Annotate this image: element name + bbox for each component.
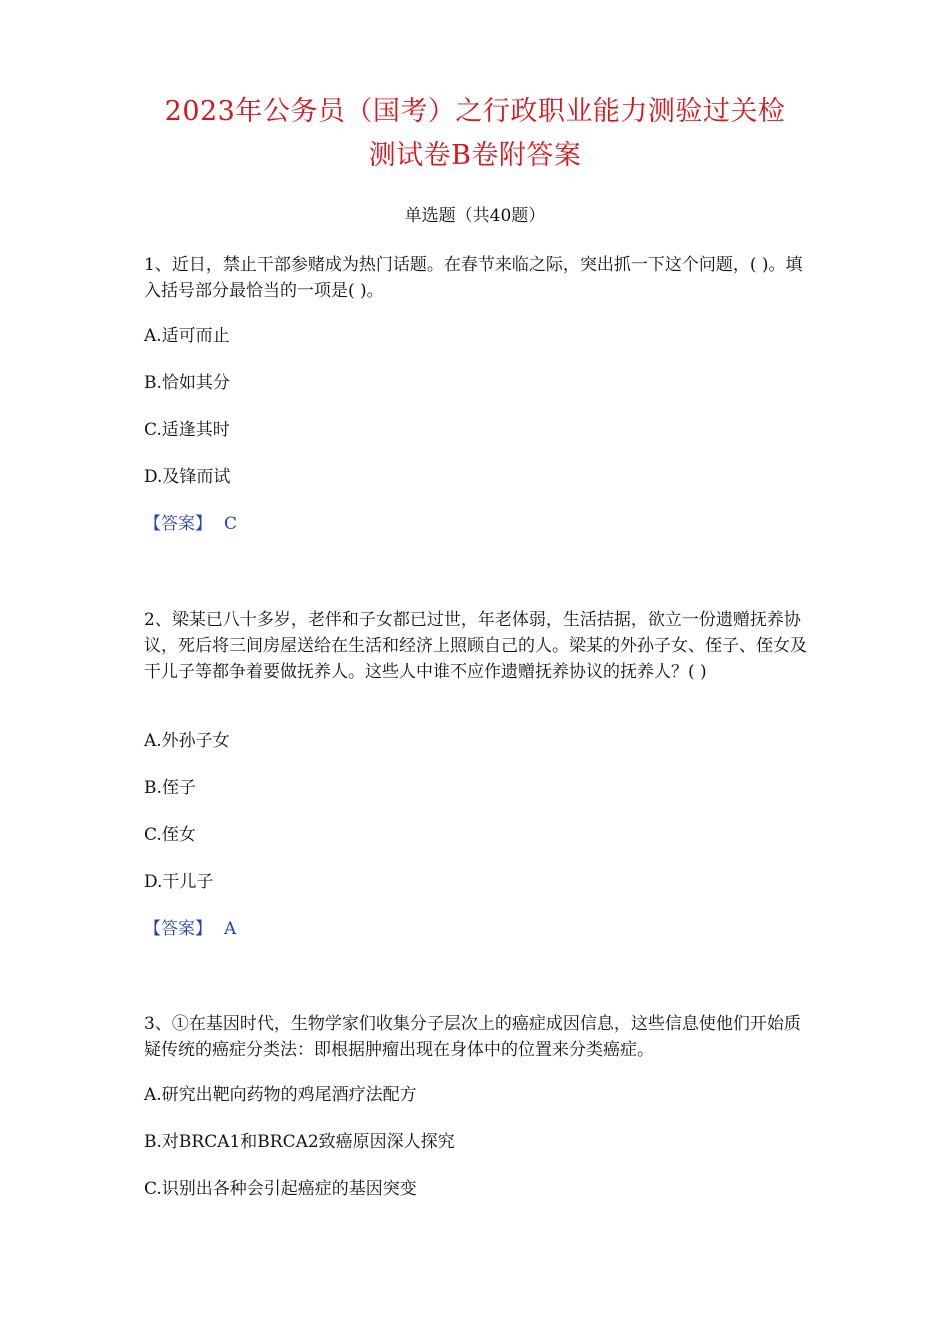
question-3-option-a: A.研究出靶向药物的鸡尾酒疗法配方 (144, 1085, 417, 1105)
answer-value: A (224, 919, 237, 939)
question-2-answer (144, 917, 236, 941)
question-3-text: 3、①在基因时代，生物学家们收集分子层次上的癌症成因信息，这些信息使他们开始质疑传统的癌症分类法：即根据肿瘤出现在身体中的位置来分类癌症。 (144, 1014, 801, 1060)
question-2-option-a: A.外孙子女 (144, 731, 230, 751)
question-2-option-d: D.干儿子 (144, 872, 214, 892)
question-1-option-a: A.适可而止 (144, 326, 230, 346)
question-2-option-b: B.侄子 (144, 778, 196, 798)
question-3-option-b: B.对BRCA1和BRCA2致癌原因深人探究 (144, 1132, 455, 1152)
answer-label: 【答案】 (144, 514, 212, 534)
question-2-option-c: C.侄女 (144, 825, 196, 845)
question-1-option-d: D.及锋而试 (144, 467, 231, 487)
section-heading: 单选题（共40题） (404, 206, 546, 226)
question-2-text: 2、梁某已八十多岁，老伴和子女都已过世，年老体弱，生活拮据，欲立一份遗赠抚养协议，死后将三间房屋送给在生活和经济上照顾自己的人。梁某的外孙子女、侄子、侄女及干儿子等都争着要做抚养人。这些人中谁不应作遗赠抚养协议的抚养人？( ) (144, 610, 807, 682)
question-1-option-b: B.恰如其分 (144, 373, 230, 393)
answer-label: 【答案】 (144, 919, 212, 939)
question-1-text: 1、近日，禁止干部参赌成为热门话题。在春节来临之际，突出抓一下这个问题，( )。填入括号部分最恰当的一项是( )。 (144, 255, 803, 301)
answer-value: C (224, 514, 238, 534)
question-3-option-c: C.识别出各种会引起癌症的基因突变 (144, 1179, 417, 1199)
title-line-1: 2023年公务员（国考）之行政职业能力测验过关检 (164, 96, 786, 127)
question-1-option-c: C.适逢其时 (144, 420, 230, 440)
document-title (120, 90, 830, 178)
question-1-answer (144, 512, 237, 536)
title-line-2: 测试卷B卷附答案 (368, 140, 582, 171)
